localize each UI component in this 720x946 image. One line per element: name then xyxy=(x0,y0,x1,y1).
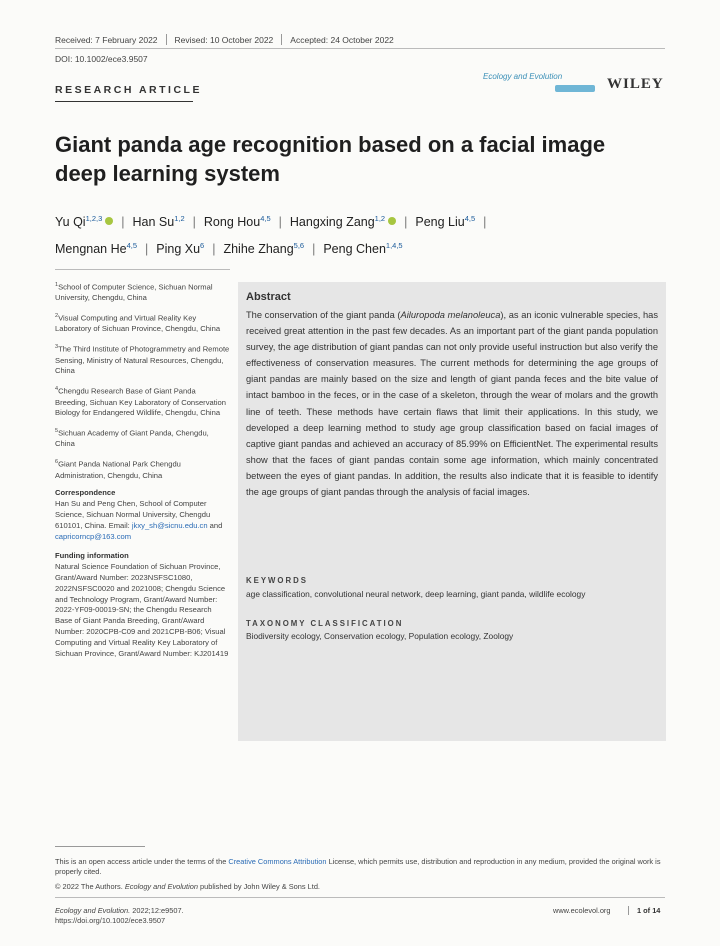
correspondence-address: Han Su and Peng Chen, School of Computer Science, Sichuan Normal University, Chengdu 610101, China. xyxy=(55,499,211,530)
abstract-heading: Abstract xyxy=(246,291,291,303)
author-affiliation-marker[interactable]: 4,5 xyxy=(260,214,271,223)
copyright-text-2: published by John Wiley & Sons Ltd. xyxy=(197,882,320,891)
citation xyxy=(55,906,184,926)
affiliation xyxy=(55,311,230,335)
affiliation-text: Visual Computing and Virtual Reality Key Laboratory of Sichuan Province, Chengdu, China xyxy=(55,313,221,334)
accepted-date: Accepted: 24 October 2022 xyxy=(290,34,394,45)
author-name[interactable]: Rong Hou xyxy=(203,215,261,230)
affiliation-text: Giant Panda National Park Chengdu Administration, Chengdu, China xyxy=(55,459,181,480)
orcid-icon[interactable] xyxy=(388,217,396,225)
email-link-2[interactable]: capricorncp@163.com xyxy=(55,531,132,541)
correspondence-text xyxy=(55,499,230,542)
correspondence-heading: Correspondence xyxy=(55,488,116,498)
sidebar xyxy=(55,280,230,659)
taxonomy-text: Biodiversity ecology, Conservation ecology, Population ecology, Zoology xyxy=(246,631,514,641)
author-affiliation-marker[interactable]: 1,2 xyxy=(374,214,386,223)
affiliation xyxy=(55,426,230,450)
author-affiliation-marker[interactable]: 1,4,5 xyxy=(385,241,403,251)
copyright-journal: Ecology and Evolution xyxy=(124,882,198,891)
author-affiliation-marker[interactable]: 5,6 xyxy=(293,241,305,251)
author-name[interactable]: Hangxing Zang xyxy=(289,215,375,230)
keywords-text: age classification, convolutional neural network, deep learning, giant panda, wildlife ecology xyxy=(246,589,586,599)
oa-text-1: This is an open access article under the terms of the xyxy=(55,857,229,866)
journal-logo: Ecology and Evolution xyxy=(483,72,563,81)
oa-text-2: License, which permits use, distribution and reproduction in any medium, provided the original work is properly cited. xyxy=(55,857,661,876)
article-type-rule xyxy=(55,101,193,102)
journal-badge-icon xyxy=(555,85,595,92)
doi[interactable]: DOI: 10.1002/ece3.9507 xyxy=(55,54,148,64)
page-number: 1 of 14 xyxy=(628,906,660,915)
abstract-part-1: The conservation of the giant panda ( xyxy=(246,310,401,320)
author-name[interactable]: Yu Qi xyxy=(55,215,86,230)
cite-volume: 2022;12:e9507. xyxy=(130,906,184,915)
author-name[interactable]: Mengnan He xyxy=(55,242,127,257)
footnote-rule xyxy=(55,846,145,847)
author-separator: | xyxy=(483,215,487,230)
keywords-heading: KEYWORDS xyxy=(246,576,308,585)
author-name[interactable]: Peng Chen xyxy=(323,242,386,257)
header-rule xyxy=(55,48,665,49)
author-separator: | xyxy=(192,215,196,230)
author-name[interactable]: Han Su xyxy=(132,215,175,230)
species-name: Ailuropoda melanoleuca xyxy=(400,310,501,320)
license-link[interactable]: Creative Commons Attribution xyxy=(228,857,327,866)
column-rule xyxy=(55,269,230,270)
received-date: Received: 7 February 2022 xyxy=(55,34,158,45)
revised-date: Revised: 10 October 2022 xyxy=(174,34,274,45)
author-affiliation-marker[interactable]: 4,5 xyxy=(126,241,138,251)
affiliation-text: Sichuan Academy of Giant Panda, Chengdu, China xyxy=(55,428,209,449)
and-text: and xyxy=(209,520,223,530)
cite-url[interactable]: https://doi.org/10.1002/ece3.9507 xyxy=(55,916,166,925)
author-affiliation-marker[interactable]: 1,2 xyxy=(174,214,185,223)
divider xyxy=(281,34,282,45)
open-access-note xyxy=(55,857,665,877)
affiliation-number: 4 xyxy=(55,386,59,393)
affiliation xyxy=(55,342,230,377)
affiliation-number: 6 xyxy=(55,459,59,466)
author-separator: | xyxy=(312,242,316,257)
copyright-text-1: © 2022 The Authors. xyxy=(55,882,125,891)
cite-journal: Ecology and Evolution. xyxy=(55,906,131,915)
author-list xyxy=(55,207,675,261)
author-separator: | xyxy=(212,242,216,257)
taxonomy-heading: TAXONOMY CLASSIFICATION xyxy=(246,619,404,628)
author-affiliation-marker[interactable]: 1,2,3 xyxy=(85,214,103,223)
author-separator: | xyxy=(121,215,125,230)
email-label: Email: xyxy=(108,520,130,530)
email-link-1[interactable]: jkxy_sh@sicnu.edu.cn xyxy=(131,520,208,530)
orcid-icon[interactable] xyxy=(105,217,113,225)
publisher-logo: WILEY xyxy=(607,76,664,92)
footer-rule xyxy=(55,897,665,898)
author-affiliation-marker[interactable]: 4,5 xyxy=(464,214,476,223)
author-name[interactable]: Peng Liu xyxy=(415,215,465,230)
author-name[interactable]: Ping Xu xyxy=(156,242,201,257)
divider xyxy=(166,34,167,45)
journal-site-link[interactable]: www.ecolevol.org xyxy=(553,906,611,915)
affiliation-number: 1 xyxy=(55,282,59,288)
funding-text: Natural Science Foundation of Sichuan Province, Grant/Award Number: 2023NSFSC1080, 2022NSFSC0020 and 2021008; Chengdu Science and Technology Program, Grant/Award Number: 2022-YF09-00019-SN; the Chengdu Research Base of Giant Panda Breeding, Grant/Award Number: 2020CPB-C09 and 2021CPB-B06; Visual Computing and Virtual Reality Key Laboratory of Sichuan Province, Grant/Award Number: KJ201419 xyxy=(55,562,229,658)
copyright xyxy=(55,882,320,891)
affiliation xyxy=(55,280,230,304)
funding-heading: Funding information xyxy=(55,551,129,561)
author-name[interactable]: Zhihe Zhang xyxy=(223,242,294,257)
paper-title: Giant panda age recognition based on a facial image deep learning system xyxy=(55,132,606,186)
dates-line xyxy=(55,34,394,45)
affiliation-number: 5 xyxy=(55,428,59,435)
author-separator: | xyxy=(278,215,282,230)
author-separator: | xyxy=(145,242,149,257)
abstract-part-2: ), as an iconic vulnerable species, has received great attention in the past few decades. As an important part of the giant panda population survey, the age distribution of giant pandas can not only provide useful instruction but also verify the effectiveness of conservation measures. The current methods for determining the age groups of giant pandas are mainly based on the size and length of giant panda feces and the bite value of intact bamboo in the feces, or in the case of a skeleton, through the wear of molars and the growth line of teeth. These methods have certain flaws that limit their applications. In this study, we developed a deep learning method to study age group classification based on facial images of captive giant pandas and achieved an accuracy of 85.99% on EfficientNet. The experimental results show that the faces of giant pandas contain some age information, which mainly concentrated between the eyes of giant pandas. In addition, the results also indicate that it is feasible to identify the age groups of giant pandas through the analysis of facial images. xyxy=(246,310,658,498)
affiliation-text: School of Computer Science, Sichuan Normal University, Chengdu, China xyxy=(55,282,213,303)
affiliation-text: Chengdu Research Base of Giant Panda Breeding, Sichuan Key Laboratory of Conservation Biology for Endangered Wildlife, Chengdu, China xyxy=(55,386,226,418)
affiliation-text: The Third Institute of Photogrammetry and Remote Sensing, Ministry of Natural Resources, Chengdu, China xyxy=(55,344,230,376)
affiliations xyxy=(55,280,230,481)
article-type: RESEARCH ARTICLE xyxy=(55,84,202,96)
author-separator: | xyxy=(404,215,408,230)
abstract-text xyxy=(246,307,658,500)
affiliation-number: 2 xyxy=(55,313,59,320)
affiliation xyxy=(55,384,230,419)
affiliation-number: 3 xyxy=(55,344,59,351)
affiliation xyxy=(55,457,230,481)
author-affiliation-marker[interactable]: 6 xyxy=(200,241,205,251)
